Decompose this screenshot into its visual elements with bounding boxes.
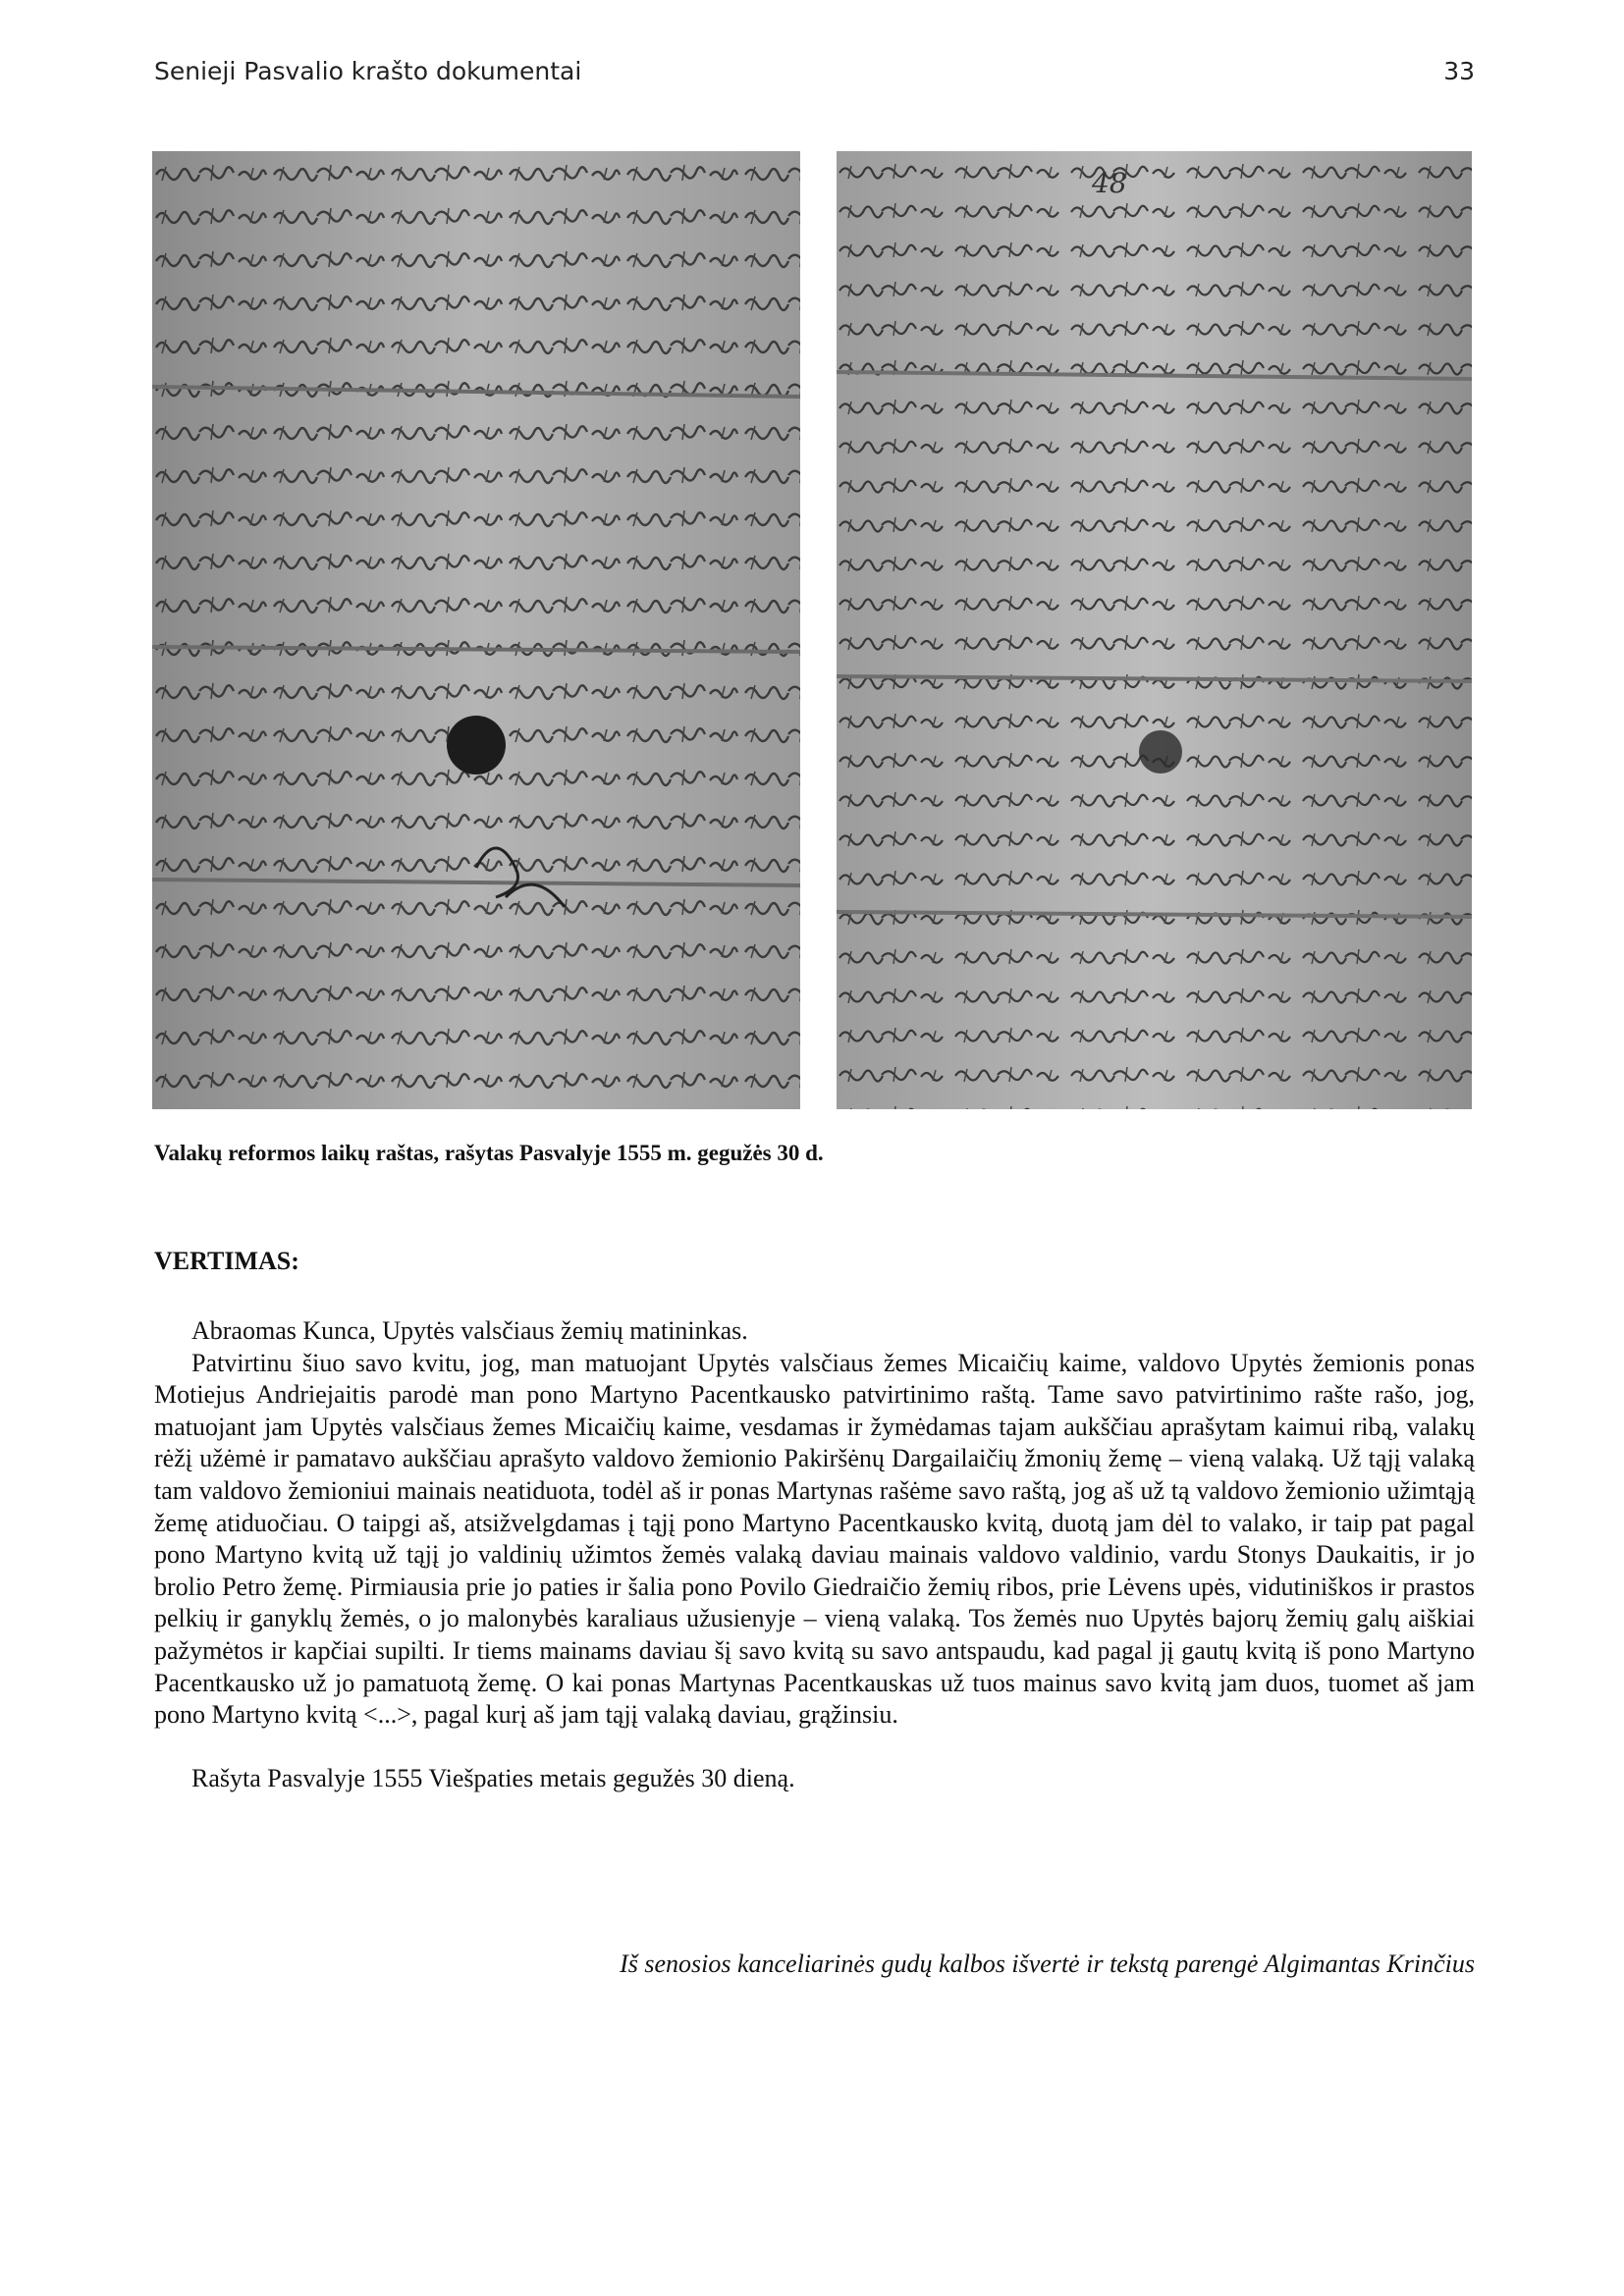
figure-caption: Valakų reformos laikų raštas, rašytas Pasvalyje 1555 m. gegužės 30 d.: [154, 1141, 824, 1165]
manuscript-facsimile-right: [837, 151, 1472, 1109]
manuscript-facsimile-left: [152, 151, 800, 1109]
folio-mark: 48: [1092, 167, 1127, 199]
closing-line: Rašyta Pasvalyje 1555 Viešpaties metais gegužės 30 dieną.: [191, 1763, 795, 1792]
running-header: [154, 57, 1475, 96]
translator-credit: Iš senosios kanceliarinės gudų kalbos išvertė ir tekstą parengė Algimantas Krinčius: [620, 1949, 1475, 1978]
manuscript-left-image: [152, 151, 800, 1109]
manuscript-right-image: [837, 151, 1472, 1109]
translation-body: [154, 1315, 1475, 1794]
translation-paragraph: Abraomas Kunca, Upytės valsčiaus žemių matininkas.: [191, 1316, 748, 1345]
translation-paragraph: Patvirtinu šiuo savo kvitu, jog, man matuojant Upytės valsčiaus žemes Micaičių kaime, valdovo Upytės žemionis ponas Motiejus Andriejaitis parodė man pono Martyno Pacentkausko patvirtinimo raštą. Tame savo patvirtinimo rašte rašo, jog, matuojant jam Upytės valsčiaus žemes Micaičių kaime, vesdamas ir žymėdamas tajam aukščiau aprašytam kaimui ribą, valakų rėžį užėmė ir pamatavo aukščiau aprašyto valdovo žemionio Pakiršėnų Dargailaičių žmonių žemę – vieną valaką. Už tąjį valaką tam valdovo žemioniui mainais neatiduota, todėl aš ir ponas Martynas rašėme savo raštą, jog aš už tą valdovo žemionio užimtąją žemę atiduočiau. O taipgi aš, atsižvelgdamas į tąjį pono Martyno Pacentkausko kvitą, duotą jam dėl to valako, ir taip pat pagal pono Martyno kvitą už tąjį jo valdinių užimtos žemės valaką daviau mainais valdovo valdinio, vardu Stonys Daukaitis, ir jo brolio Petro žemę. Pirmiausia prie jo paties ir šalia pono Povilo Giedraičio žemių ribos, prie Lėvens upės, vidutiniškos ir prastos pelkių ir ganyklų žemės, o jo malonybės karaliaus užusienyje – vieną valaką. Tos žemės nuo Upytės bajorų žemių galų aiškiai pažymėtos ir kapčiai supilti. Ir tiems mainams daviau šį savo kvitą su savo antspaudu, kad pagal jį gautų kvitą iš pono Martyno Pacentkausko už jo pamatuotą žemę. O kai ponas Martynas Pacentkauskas už tuos mainus savo kvitą jam duos, tuomet aš jam pono Martyno kvitą <...>, pagal kurį aš jam tąjį valaką daviau, grąžinsiu.: [154, 1348, 1475, 1730]
running-header-title: Senieji Pasvalio krašto dokumentai: [154, 57, 582, 85]
section-heading: VERTIMAS:: [154, 1247, 299, 1275]
page-number: 33: [1443, 57, 1475, 85]
